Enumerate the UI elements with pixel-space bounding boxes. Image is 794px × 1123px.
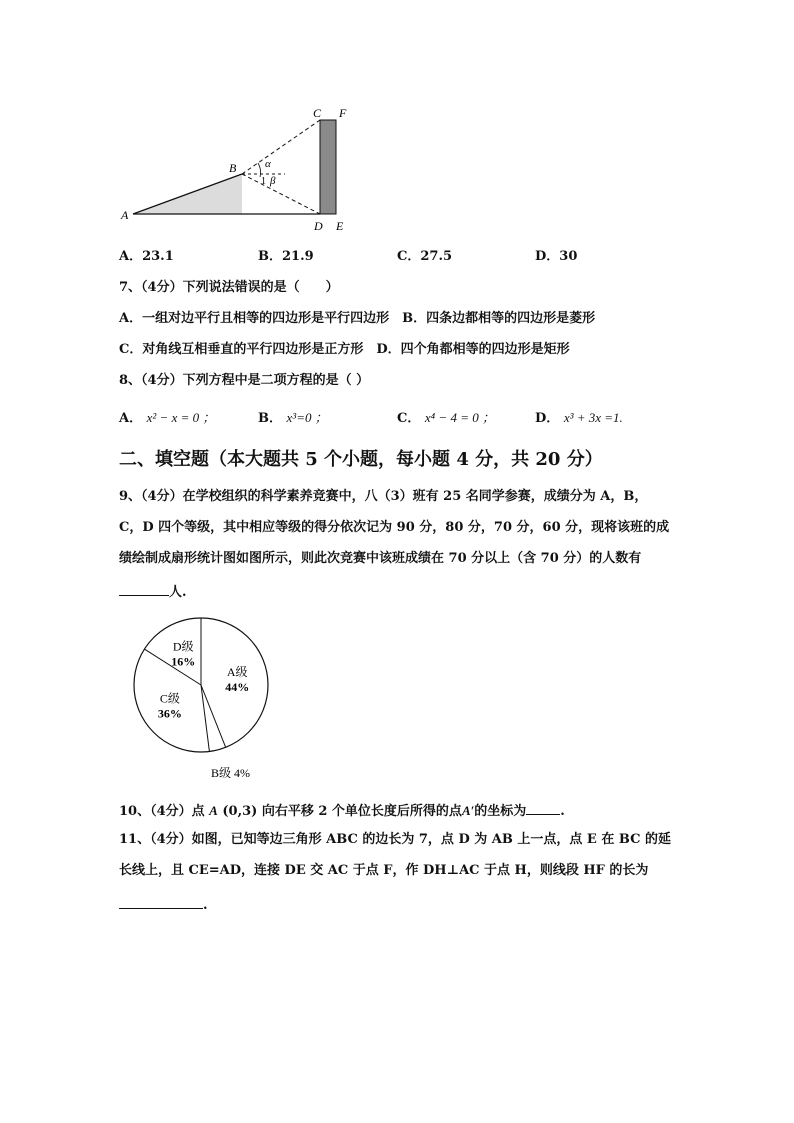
pie-slice-label: D级 xyxy=(172,639,194,654)
angle-arc xyxy=(258,163,261,177)
q6-option-c[interactable]: C．27.5 xyxy=(397,249,453,264)
q8-option-b[interactable]: B． x³=0 ； xyxy=(258,410,328,426)
q6-option-d[interactable]: D．30 xyxy=(535,249,578,264)
building xyxy=(320,120,336,214)
q11-line3: . xyxy=(119,894,208,916)
q6-option-a[interactable]: A．23.1 xyxy=(119,249,174,264)
label-a: A xyxy=(121,208,129,222)
label-alpha: α xyxy=(265,158,271,170)
dashed-bd xyxy=(242,174,320,214)
pie-slice-label: A级 xyxy=(226,665,248,680)
q9-line2: C，D 四个等级，其中相应等级的得分依次记为 90 分，80 分，70 分，60 分，现将该班的成 xyxy=(119,520,670,535)
geometry-figure xyxy=(115,100,360,240)
q8-option-d[interactable]: D． x³ + 3x =1. xyxy=(535,410,623,426)
q9-line4: 人. xyxy=(119,581,187,603)
pie-chart xyxy=(125,612,285,787)
pie-slice-value: 16% xyxy=(171,654,196,669)
dashed-bc xyxy=(242,120,320,174)
q8-option-c[interactable]: C． x⁴ − 4 = 0 ； xyxy=(397,410,495,426)
q11-line2: 长线上，且 CE=AD，连接 DE 交 AC 于点 F，作 DH⊥AC 于点 H，则线段 HF 的长为 xyxy=(119,863,649,878)
q7-stem: 7、（4分）下列说法错误的是（ ） xyxy=(119,280,339,295)
q10-point-prime: A′ xyxy=(461,803,475,818)
label-e: E xyxy=(336,219,344,233)
pie-slice-value: 44% xyxy=(225,680,250,695)
q8-option-a[interactable]: A． x² − x = 0 ； xyxy=(119,410,216,426)
q11-line1: 11、（4分）如图，已知等边三角形 ABC 的边长为 7，点 D 为 AB 上一点，点 E 在 BC 的延 xyxy=(119,832,671,847)
q8-stem: 8、（4分）下列方程中是二项方程的是（ ） xyxy=(119,373,370,388)
label-d: D xyxy=(314,219,323,233)
q7-options-line2: C．对角线互相垂直的平行四边形是正方形 D．四个角都相等的四边形是矩形 xyxy=(119,342,570,357)
pie-slice-value: 36% xyxy=(157,706,182,721)
q9-answer-blank[interactable] xyxy=(119,581,169,596)
q9-line1: 9、（4分）在学校组织的科学素养竞赛中，八（3）班有 25 名同学参赛，成绩分为 A，B， xyxy=(119,489,648,504)
pie-small-slice-label: B级 4% xyxy=(211,766,251,780)
q11-answer-blank[interactable] xyxy=(119,894,203,909)
q9-line3: 绩绘制成扇形统计图如图所示，则此次竞赛中该班成绩在 70 分以上（含 70 分）的人数有 xyxy=(119,551,642,566)
label-beta: β xyxy=(270,175,276,187)
label-one: 1 xyxy=(261,176,266,187)
label-b: B xyxy=(229,161,237,175)
section-heading: 二、填空题（本大题共 5 个小题，每小题 4 分，共 20 分） xyxy=(119,449,603,470)
q6-option-b[interactable]: B．21.9 xyxy=(258,249,314,264)
label-c: C xyxy=(313,106,322,120)
pie-slice-label: C级 xyxy=(159,691,180,706)
q10-answer-blank[interactable] xyxy=(526,800,560,815)
q7-options-line1: A．一组对边平行且相等的四边形是平行四边形 B．四条边都相等的四边形是菱形 xyxy=(119,311,596,326)
q10: 10、（4分）点 A (0,3) 向右平移 2 个单位长度后所得的点A′的坐标为 . xyxy=(119,800,565,822)
label-f: F xyxy=(339,106,347,120)
q10-point: A xyxy=(209,803,218,818)
